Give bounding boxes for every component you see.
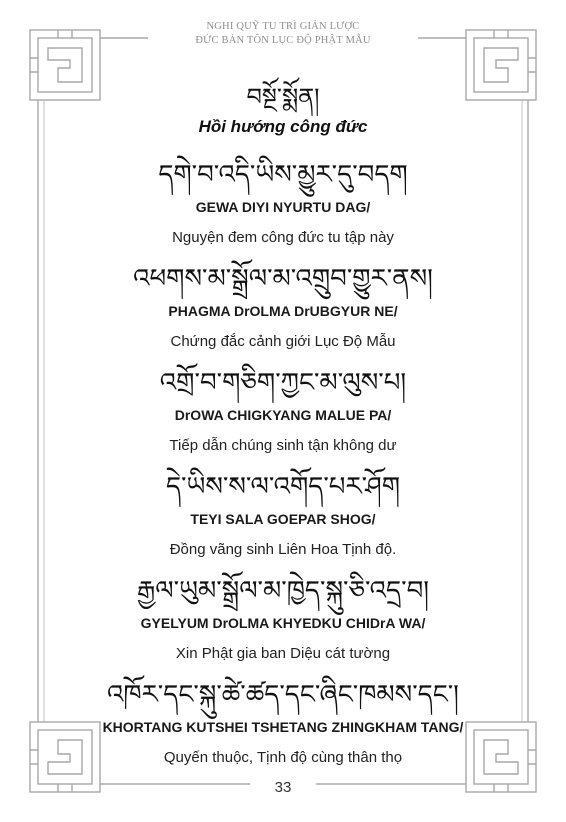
running-header-line-2: ĐỨC BẢN TÔN LỤC ĐỘ PHẬT MẪU — [195, 35, 371, 46]
page-content — [52, 82, 514, 768]
verse-block — [52, 678, 514, 768]
verse-tibetan: འཕགས་མ་སྒྲོལ་མ་འགྲུབ་གྱུར་ནས། — [133, 264, 433, 294]
verse-vietnamese: Nguyện đem công đức tu tập này — [172, 229, 394, 246]
running-header-line-1: NGHI QUỸ TU TRÌ GIẢN LƯỢC — [206, 21, 360, 32]
verse-vietnamese: Chứng đắc cảnh giới Lục Độ Mẫu — [170, 333, 396, 350]
verse-transliteration: DrOWA CHIGKYANG MALUE PA/ — [174, 407, 392, 423]
verse-vietnamese: Xin Phật gia ban Diệu cát tường — [175, 645, 391, 662]
verse-transliteration: GEWA DIYI NYURTU DAG/ — [195, 199, 371, 215]
verse-vietnamese: Quyến thuộc, Tịnh độ cùng thân thọ — [163, 749, 403, 766]
verse-block — [52, 366, 514, 456]
section-title: Hồi hướng công đức — [198, 117, 368, 136]
verse-block — [52, 574, 514, 664]
section-title-tibetan: བསྔོ་སྨོན། — [246, 83, 320, 111]
verse-tibetan: དགེ་བ་འདི་ཡིས་མྱུར་དུ་བདག — [158, 160, 408, 190]
verse-block — [52, 262, 514, 352]
verse-transliteration: PHAGMA DrOLMA DrUBGYUR NE/ — [168, 303, 398, 319]
verse-block — [52, 158, 514, 248]
verse-vietnamese: Đồng vãng sinh Liên Hoa Tịnh độ. — [169, 541, 397, 558]
verse-tibetan: རྒྱལ་ཡུམ་སྒྲོལ་མ་ཁྱེད་སྐུ་ཅི་འདྲ་བ། — [136, 576, 430, 606]
verse-tibetan: དེ་ཡིས་ས་ལ་འགོད་པར་ཤོག — [165, 472, 401, 502]
verse-block — [52, 470, 514, 560]
verse-transliteration: GYELYUM DrOLMA KHYEDKU CHIDrA WA/ — [140, 615, 426, 631]
verse-transliteration: KHORTANG KUTSHEI TSHETANG ZHINGKHAM TANG/ — [102, 719, 464, 735]
verse-transliteration: TEYI SALA GOEPAR SHOG/ — [190, 511, 376, 527]
page-number: 33 — [274, 779, 292, 796]
verse-vietnamese: Tiếp dẫn chúng sinh tận không dư — [169, 437, 397, 454]
verse-tibetan: འགྲོ་བ་གཅིག་ཀྱང་མ་ལུས་པ། — [159, 368, 407, 398]
verse-tibetan: འཁོར་དང་སྐུ་ཚེ་ཚད་དང་ཞིང་ཁམས་དང་། — [107, 680, 459, 710]
